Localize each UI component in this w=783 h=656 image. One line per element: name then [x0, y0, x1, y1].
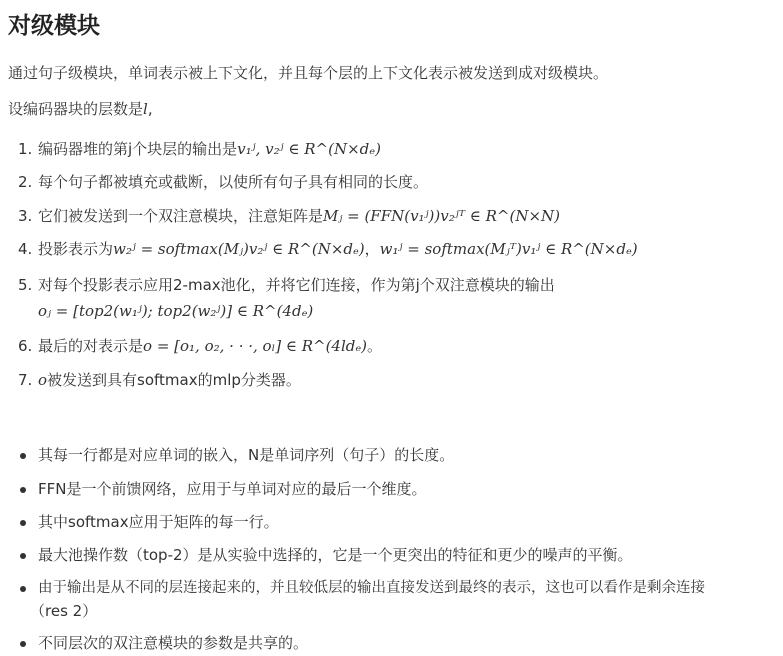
list-number: 3.: [18, 207, 33, 225]
bullet-dot: [20, 487, 26, 493]
bullet-text: FFN是一个前馈网络，应用于与单词对应的最后一个维度。: [38, 480, 427, 498]
math-formula: v₁ʲ, v₂ʲ ∈ R^(N×dₑ): [237, 140, 381, 158]
list-number: 6.: [18, 337, 33, 355]
bullet-text: 由于输出是从不同的层连接起来的，并且较低层的输出直接发送到最终的表示，这也可以看作是剩余连接: [38, 580, 705, 596]
list-text: 它们被发送到一个双注意模块，注意矩阵是: [38, 207, 324, 225]
list-number: 7.: [18, 371, 33, 389]
list-text: 投影表示为: [38, 240, 114, 258]
list-number: 1.: [18, 140, 33, 158]
list-text: 最后的对表示是: [38, 337, 144, 355]
bullet-text: 其中softmax应用于矩阵的每一行。: [38, 513, 279, 531]
math-formula-2: w₁ʲ = softmax(Mⱼᵀ)v₁ʲ ∈ R^(N×dₑ): [379, 240, 638, 258]
setup-paragraph: [8, 98, 153, 120]
bullet-text: 最大池操作数（top-2）是从实验中选择的，它是一个更突出的特征和更少的噪声的平衡。: [38, 546, 633, 564]
bullet-text: 不同层次的双注意模块的参数是共享的。: [38, 634, 309, 652]
bullet-text: 其每一行都是对应单词的嵌入，N是单词序列（句子）的长度。: [38, 446, 455, 464]
math-formula: o: [38, 371, 48, 389]
list-text: 每个句子都被填充或截断，以使所有句子具有相同的长度。: [38, 173, 429, 191]
list-text-separator: ，: [364, 240, 380, 258]
list-number: 5.: [18, 276, 33, 294]
list-text: 对每个投影表示应用2-max池化，并将它们连接，作为第j个双注意模块的输出: [38, 276, 555, 294]
bullet-dot: [20, 586, 26, 592]
math-formula: Mⱼ = (FFN(v₁ʲ))v₂ʲᵀ ∈ R^(N×N): [323, 207, 561, 225]
intro-paragraph: 通过句子级模块，单词表示被上下文化，并且每个层的上下文化表示被发送到成对级模块。: [8, 64, 609, 82]
setup-prefix: 设编码器块的层数是: [8, 100, 144, 118]
section-title: 对级模块: [8, 13, 100, 39]
setup-suffix: ,: [147, 100, 153, 118]
bullet-text-continuation: （res 2）: [30, 602, 98, 620]
list-text-end: 。: [367, 337, 383, 355]
list-text: 编码器堆的第j个块层的输出是: [38, 140, 238, 158]
math-formula: w₂ʲ = softmax(Mⱼ)v₂ʲ ∈ R^(N×dₑ): [113, 240, 365, 258]
list-number: 2.: [18, 173, 33, 191]
math-formula: o = [o₁, o₂, · · ·, oₗ] ∈ R^(4ldₑ): [143, 337, 368, 355]
math-formula: oⱼ = [top2(w₁ʲ); top2(w₂ʲ)] ∈ R^(4dₑ): [38, 302, 314, 320]
bullet-dot: [20, 453, 26, 459]
bullet-dot: [20, 520, 26, 526]
bullet-dot: [20, 641, 26, 647]
bullet-dot: [20, 553, 26, 559]
setup-variable: l: [143, 100, 148, 118]
list-text: 被发送到具有softmax的mlp分类器。: [47, 371, 301, 389]
list-number: 4.: [18, 240, 33, 258]
